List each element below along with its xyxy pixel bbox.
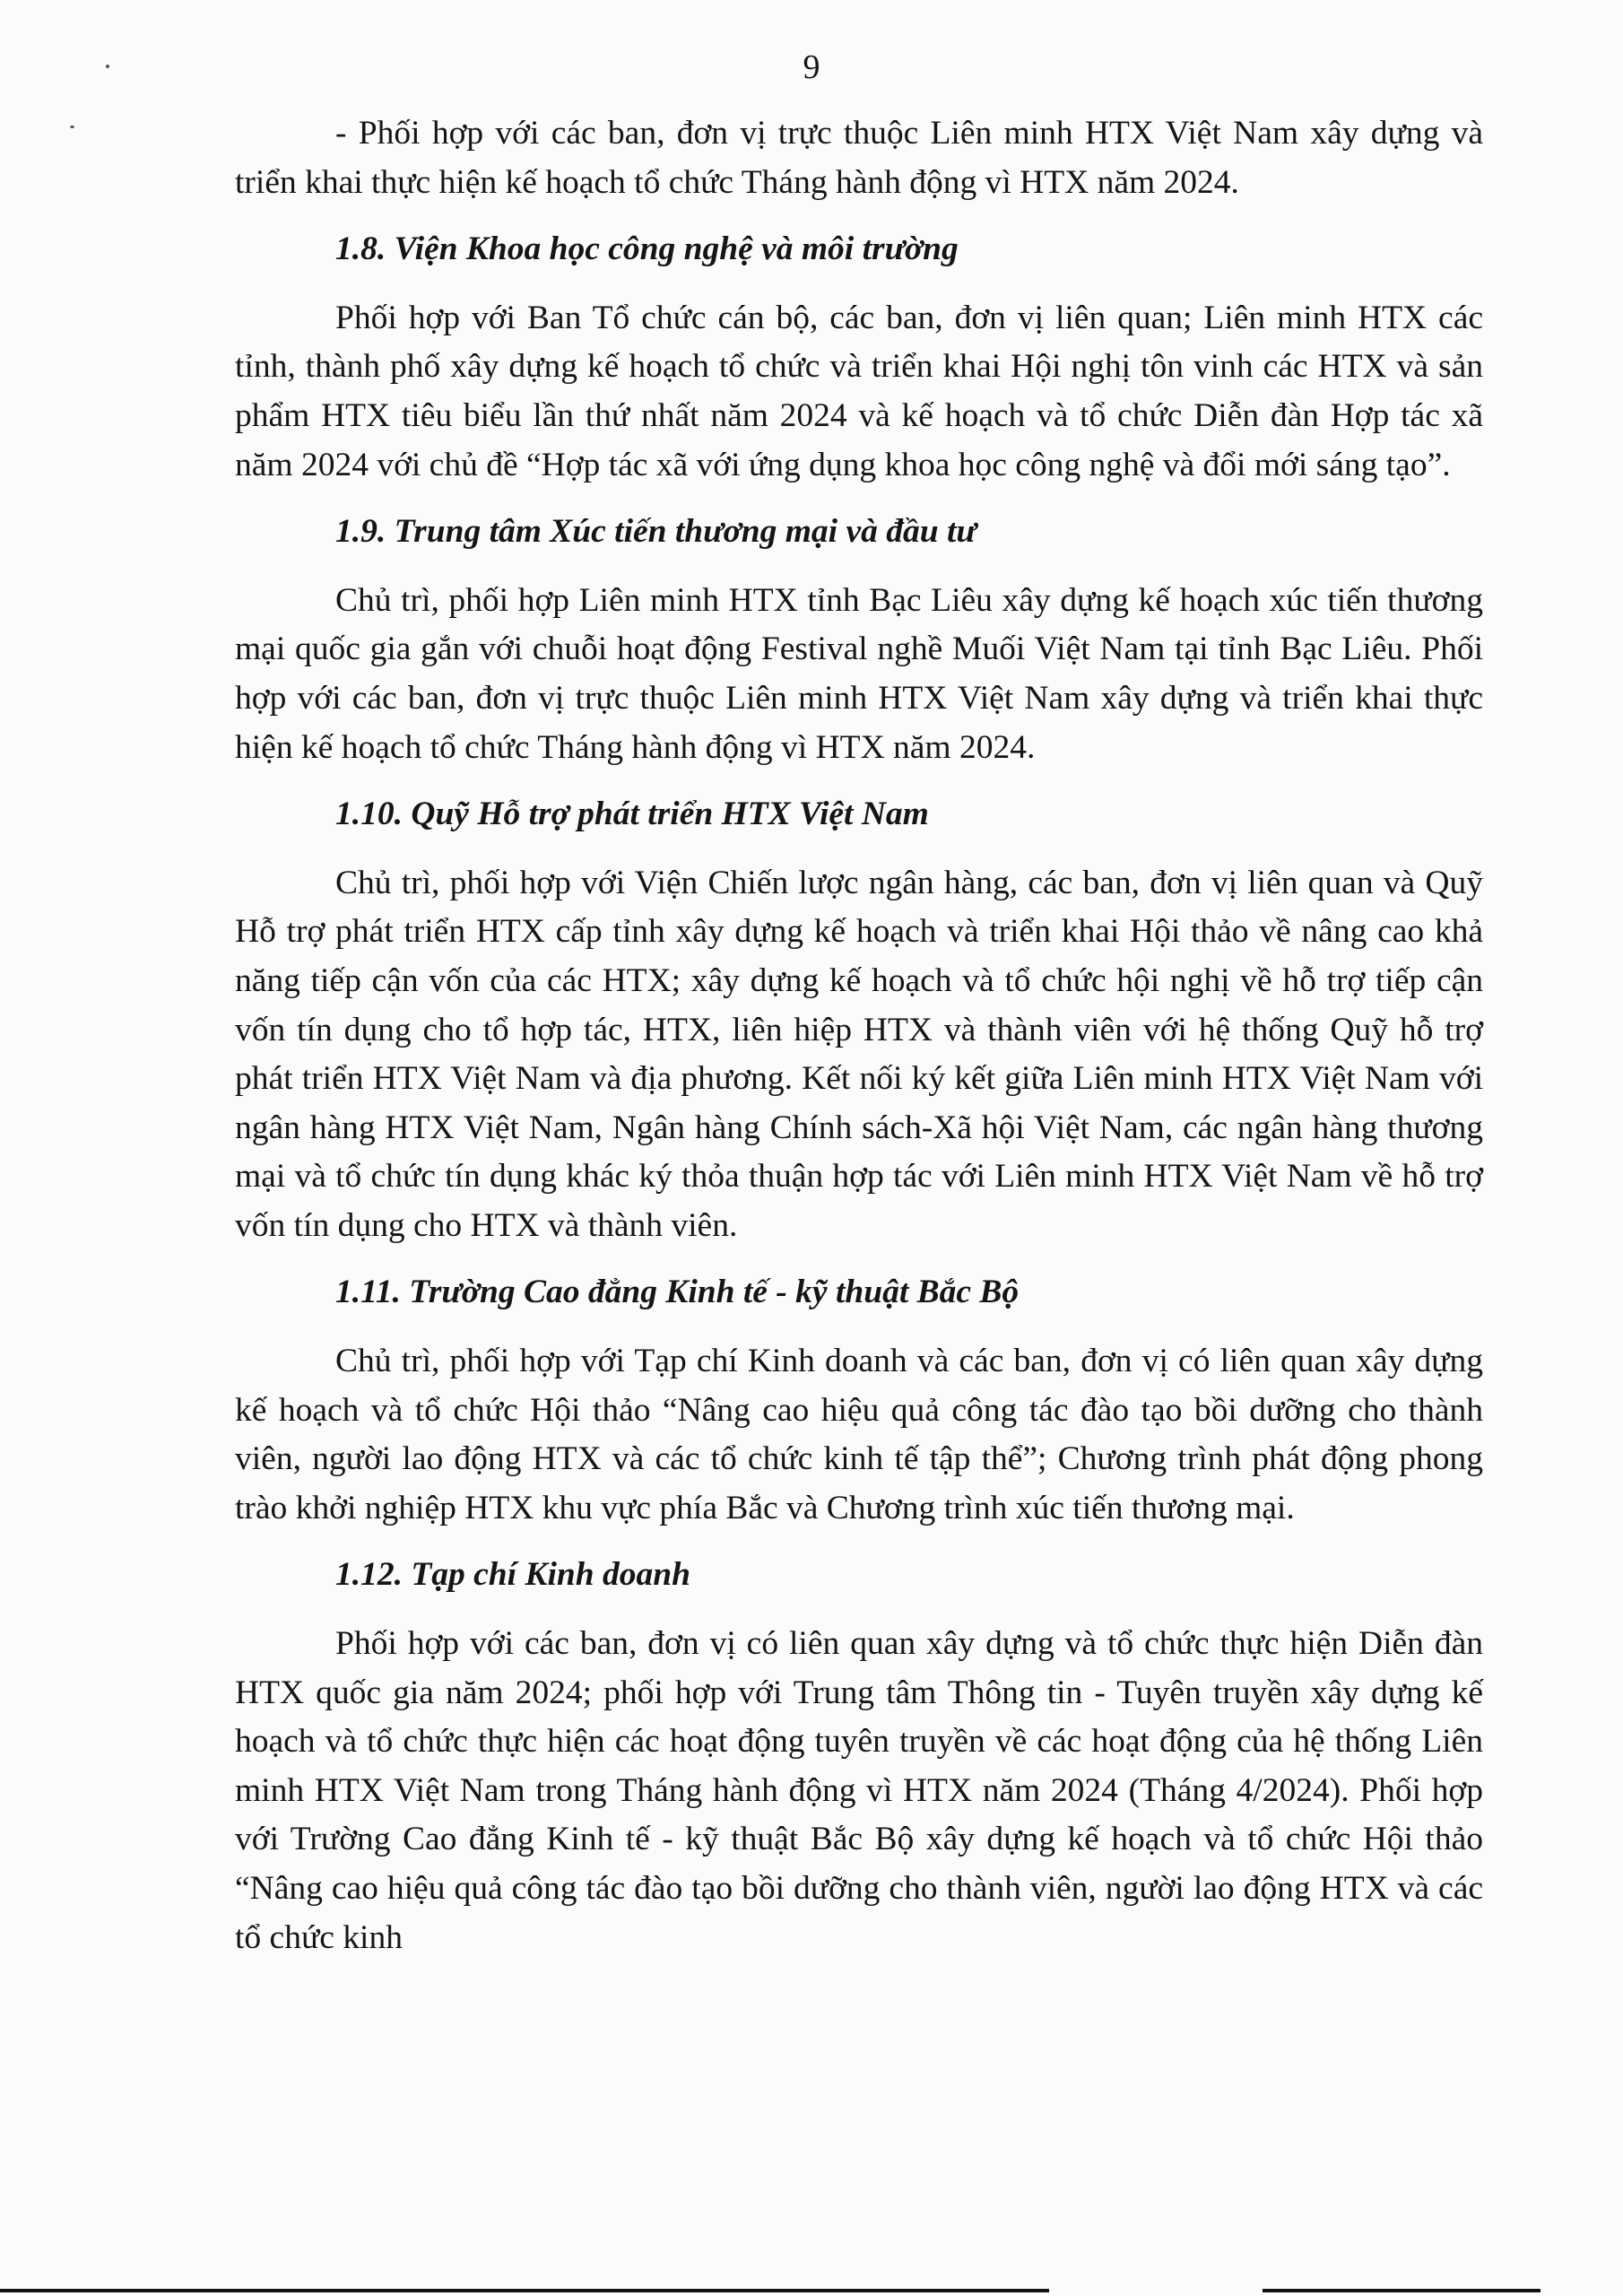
body-paragraph: Chủ trì, phối hợp với Tạp chí Kinh doanh và các ban, đơn vị có liên quan xây dựng kế hoạch và tổ chức Hội thảo “Nâng cao hiệu quả công tác đào tạo bồi dưỡng cho thành viên, người lao động HTX và các tổ chức kinh tế tập thể”; Chương trình phát động phong trào khởi nghiệp HTX khu vực phía Bắc và Chương trình xúc tiến thương mại. [235,1343,1483,1526]
body-paragraph: - Phối hợp với các ban, đơn vị trực thuộc Liên minh HTX Việt Nam xây dựng và triển khai thực hiện kế hoạch tổ chức Tháng hành động vì HTX năm 2024. [235,115,1483,201]
section-heading: 1.9. Trung tâm Xúc tiến thương mại và đầu tư [335,513,976,551]
body-paragraph: Phối hợp với Ban Tổ chức cán bộ, các ban, đơn vị liên quan; Liên minh HTX các tỉnh, thành phố xây dựng kế hoạch tổ chức và triển khai Hội nghị tôn vinh các HTX và sản phẩm HTX tiêu biểu lần thứ nhất năm 2024 và kế hoạch và tổ chức Diễn đàn Hợp tác xã năm 2024 với chủ đề “Hợp tác xã với ứng dụng khoa học công nghệ và đổi mới sáng tạo”. [235,299,1483,483]
section-heading: 1.12. Tạp chí Kinh doanh [335,1556,690,1594]
page-bottom-edge [0,2289,1049,2292]
scan-speck [70,126,74,128]
body-paragraph: Chủ trì, phối hợp với Viện Chiến lược ngân hàng, các ban, đơn vị liên quan và Quỹ Hỗ trợ phát triển HTX cấp tỉnh xây dựng kế hoạch và triển khai Hội thảo về nâng cao khả năng tiếp cận vốn của các HTX; xây dựng kế hoạch và tổ chức hội nghị về hỗ trợ tiếp cận vốn tín dụng cho tổ hợp tác, HTX, liên hiệp HTX và thành viên với hệ thống Quỹ hỗ trợ phát triển HTX Việt Nam và địa phương. Kết nối ký kết giữa Liên minh HTX Việt Nam với ngân hàng HTX Việt Nam, Ngân hàng Chính sách-Xã hội Việt Nam, các ngân hàng thương mại và tổ chức tín dụng khác ký thỏa thuận hợp tác với Liên minh HTX Việt Nam về hỗ trợ vốn tín dụng cho HTX và thành viên. [235,864,1483,1244]
body-paragraph: Chủ trì, phối hợp Liên minh HTX tỉnh Bạc Liêu xây dựng kế hoạch xúc tiến thương mại quốc gia gắn với chuỗi hoạt động Festival nghề Muối Việt Nam tại tỉnh Bạc Liêu. Phối hợp với các ban, đơn vị trực thuộc Liên minh HTX Việt Nam xây dựng và triển khai thực hiện kế hoạch tổ chức Tháng hành động vì HTX năm 2024. [235,581,1483,766]
body-paragraph: Phối hợp với các ban, đơn vị có liên quan xây dựng và tổ chức thực hiện Diễn đàn HTX quốc gia năm 2024; phối hợp với Trung tâm Thông tin - Tuyên truyền xây dựng kế hoạch và tổ chức thực hiện các hoạt động tuyên truyền về các hoạt động của hệ thống Liên minh HTX Việt Nam trong Tháng hành động vì HTX năm 2024 (Tháng 4/2024). Phối hợp với Trường Cao đẳng Kinh tế - kỹ thuật Bắc Bộ xây dựng kế hoạch và tổ chức Hội thảo “Nâng cao hiệu quả công tác đào tạo bồi dưỡng cho thành viên, người lao động HTX và các tổ chức kinh [235,1625,1483,1956]
section-heading: 1.10. Quỹ Hỗ trợ phát triển HTX Việt Nam [335,796,929,833]
section-heading: 1.11. Trường Cao đẳng Kinh tế - kỹ thuật Bắc Bộ [335,1274,1020,1311]
page-bottom-edge [1263,2289,1541,2292]
document-body [235,109,1483,1980]
section-heading: 1.8. Viện Khoa học công nghệ và môi trường [335,230,959,268]
page-number: 9 [803,48,820,86]
